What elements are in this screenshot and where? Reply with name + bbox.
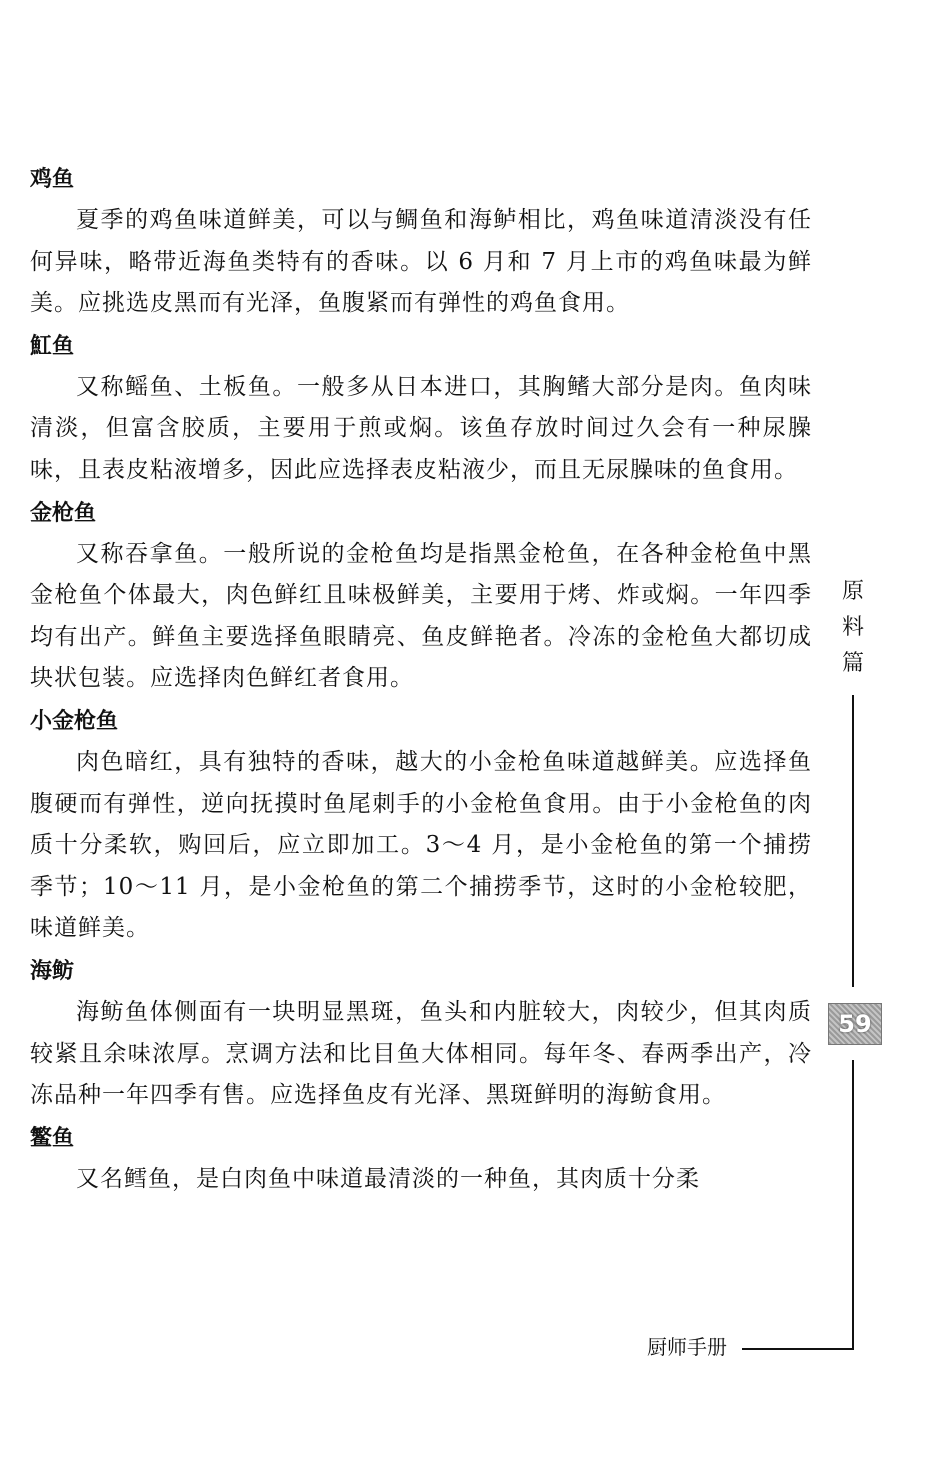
chapter-side-label: [838, 574, 868, 682]
margin-rule-top: [852, 695, 854, 987]
side-label-char: 料: [841, 615, 864, 640]
footer-title: 厨师手册: [647, 1335, 727, 1359]
section-paragraph: 海鲂鱼体侧面有一块明显黑斑，鱼头和内脏较大，肉较少，但其肉质较紧且余味浓厚。烹调方法和比目鱼大体相同。每年冬、春两季出产，冷冻品种一年四季有售。应选择鱼皮有光泽、黑斑鲜明的海鲂食用。: [30, 998, 812, 1109]
section-paragraph: 又名鳕鱼，是白肉鱼中味道最清淡的一种鱼，其肉质十分柔: [76, 1165, 700, 1192]
page-number: 59: [828, 1003, 882, 1045]
section-heading: 鸡鱼: [30, 167, 75, 192]
section-heading: 小金枪鱼: [30, 708, 119, 734]
side-label-char: 篇: [841, 651, 864, 676]
section-paragraph: 又称吞拿鱼。一般所说的金枪鱼均是指黑金枪鱼，在各种金枪鱼中黑金枪鱼个体最大，肉色鲜红且味极鲜美，主要用于烤、炸或焖。一年四季均有出产。鲜鱼主要选择鱼眼睛亮、鱼皮鲜艳者。冷冻的金枪鱼大都切成块状包装。应选择肉色鲜红者食用。: [30, 540, 812, 692]
footer-rule: [742, 1348, 854, 1350]
section-heading: 金枪鱼: [30, 500, 97, 526]
section-heading: 海鲂: [30, 958, 75, 984]
section-paragraph: 肉色暗红，具有独特的香味，越大的小金枪鱼味道越鲜美。应选择鱼腹硬而有弹性，逆向抚摸时鱼尾刺手的小金枪鱼食用。由于小金枪鱼的肉质十分柔软，购回后，应立即加工。3～4 月，是小金枪鱼的第一个捕捞季节；10～11 月，是小金枪鱼的第二个捕捞季节，这时的小金枪较肥，味道鲜美。: [30, 748, 812, 942]
side-label-char: 原: [841, 579, 864, 604]
section-heading: 魟鱼: [30, 333, 75, 359]
page-body: [30, 160, 812, 1202]
margin-rule-bottom: [852, 1060, 854, 1350]
section-paragraph: 夏季的鸡鱼味道鲜美，可以与鲷鱼和海鲈相比，鸡鱼味道清淡没有任何异味，略带近海鱼类特有的香味。以 6 月和 7 月上市的鸡鱼味最为鲜美。应挑选皮黑而有光泽，鱼腹紧而有弹性的鸡鱼食用。: [30, 207, 812, 317]
section-paragraph: 又称鳐鱼、土板鱼。一般多从日本进口，其胸鳍大部分是肉。鱼肉味清淡，但富含胶质，主要用于煎或焖。该鱼存放时间过久会有一种尿臊味，且表皮粘液增多，因此应选择表皮粘液少，而且无尿臊味的鱼食用。: [30, 373, 812, 483]
section-heading: 鳘鱼: [30, 1125, 75, 1151]
